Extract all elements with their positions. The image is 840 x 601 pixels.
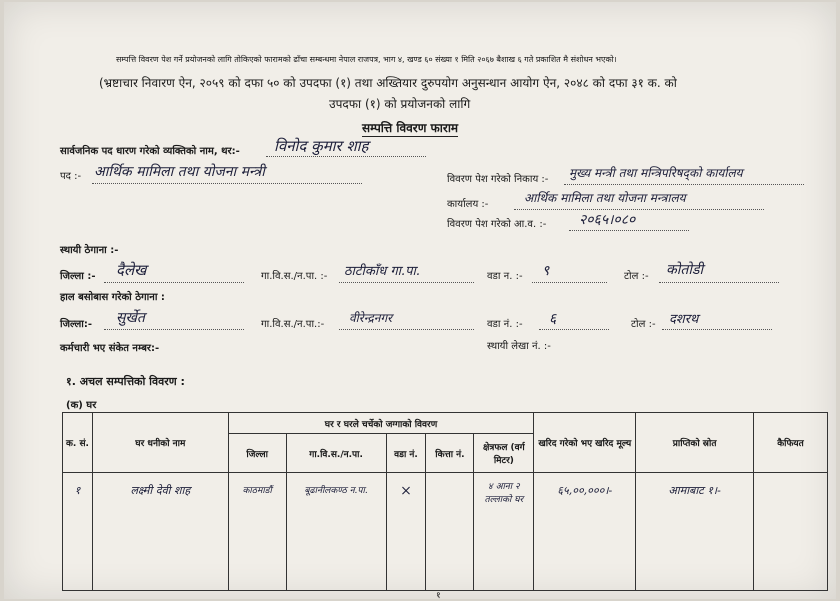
header-ward: वडा नं. bbox=[386, 434, 426, 473]
header-area: क्षेत्रफल (वर्ग मिटर) bbox=[474, 434, 534, 473]
permanent-account-label: स्थायी लेखा नं. :- bbox=[487, 341, 551, 352]
cell-vdc: बूढानीलकण्ठ न.पा. bbox=[286, 473, 386, 591]
curr-vdc-underline bbox=[339, 329, 474, 330]
cell-kitta bbox=[426, 473, 474, 591]
office-underline bbox=[514, 209, 764, 210]
perm-tole-underline bbox=[659, 282, 779, 283]
curr-vdc-value: वीरेन्द्रनगर bbox=[349, 311, 393, 325]
fiscal-year-label: विवरण पेश गरेको आ.व. :- bbox=[447, 219, 547, 230]
cell-owner: लक्ष्मी देवी शाह bbox=[92, 473, 228, 591]
staff-number-label: कर्मचारी भए संकेत नम्बर:- bbox=[60, 343, 160, 354]
perm-district-value: दैलेख bbox=[116, 261, 147, 279]
page-number: १ bbox=[436, 591, 441, 601]
header-group: घर र घरले चर्चेको जग्गाको विवरण bbox=[228, 413, 534, 434]
cell-price: ६५,००,०००।- bbox=[534, 473, 636, 591]
gazette-note: सम्पत्ति विवरण पेश गर्ने प्रयोजनको लागि तोकिएको फारामको ढाँचा सम्बन्धमा नेपाल राजपत्र, भाग ४, खण्ड ६० संख्या १ मिति २०६७ बैशाख ६ गते प्रकाशित मै संशोधन भएको। bbox=[116, 55, 617, 64]
curr-vdc-label: गा.वि.स./न.पा.:- bbox=[261, 319, 325, 330]
office-submitted-value: मुख्य मन्त्री तथा मन्त्रिपरिषद्को कार्यालय bbox=[569, 166, 743, 180]
act-reference-cont: उपदफा (१) को प्रयोजनको लागि bbox=[329, 97, 471, 111]
fiscal-year-underline bbox=[569, 230, 689, 231]
perm-ward-value: ९ bbox=[542, 263, 550, 279]
section-subtitle: (क) घर bbox=[66, 400, 97, 411]
table-header-row bbox=[63, 413, 828, 434]
perm-tole-value: कोतोडी bbox=[666, 262, 704, 278]
name-underline bbox=[266, 156, 426, 157]
header-source: प्राप्तिको स्रोत bbox=[636, 413, 754, 473]
perm-ward-underline bbox=[532, 282, 607, 283]
perm-vdc-value: ठाटीकाँध गा.पा. bbox=[344, 264, 421, 279]
curr-ward-underline bbox=[539, 329, 609, 330]
table-row bbox=[63, 473, 828, 591]
section-title: १. अचल सम्पत्तिको विवरण : bbox=[66, 375, 185, 388]
house-asset-table bbox=[62, 412, 828, 591]
header-district: जिल्ला bbox=[228, 434, 286, 473]
perm-vdc-label: गा.वि.स./न.पा. :- bbox=[261, 271, 328, 282]
perm-vdc-underline bbox=[339, 282, 474, 283]
cell-remarks bbox=[754, 473, 828, 591]
header-sn: क. सं. bbox=[63, 413, 93, 473]
office-value: आर्थिक मामिला तथा योजना मन्त्रालय bbox=[524, 191, 686, 205]
header-vdc: गा.वि.स./न.पा. bbox=[286, 434, 386, 473]
name-label: सार्वजनिक पद धारण गरेको व्यक्तिको नाम, थर:- bbox=[60, 146, 240, 157]
post-value: आर्थिक मामिला तथा योजना मन्त्री bbox=[94, 164, 265, 180]
post-underline bbox=[92, 183, 362, 184]
header-price: खरिद गरेको भए खरिद मूल्य bbox=[534, 413, 636, 473]
cell-district: काठमाडौं bbox=[228, 473, 286, 591]
perm-district-underline bbox=[104, 282, 244, 283]
perm-tole-label: टोल :- bbox=[624, 271, 649, 282]
office-submitted-label: विवरण पेश गरेको निकाय :- bbox=[447, 174, 549, 185]
post-label: पद :- bbox=[60, 171, 82, 182]
curr-ward-value: ६ bbox=[549, 311, 557, 327]
cell-source: आमाबाट १।- bbox=[636, 473, 754, 591]
cell-ward: × bbox=[386, 473, 426, 591]
curr-tole-underline bbox=[662, 329, 772, 330]
permanent-address-label: स्थायी ठेगाना :- bbox=[60, 245, 119, 256]
header-owner: घर धनीको नाम bbox=[92, 413, 228, 473]
cell-sn: १ bbox=[63, 473, 93, 591]
header-remarks: कैफियत bbox=[754, 413, 828, 473]
perm-district-label: जिल्ला :- bbox=[60, 271, 96, 282]
cell-area: ४ आना २ तल्लाको घर bbox=[474, 473, 534, 591]
curr-tole-value: दशरथ bbox=[669, 312, 699, 327]
header-kitta: कित्ता नं. bbox=[426, 434, 474, 473]
office-label: कार्यालय :- bbox=[447, 199, 489, 210]
curr-ward-label: वडा नं. :- bbox=[487, 319, 523, 330]
office-submitted-underline bbox=[564, 184, 804, 185]
curr-tole-label: टोल :- bbox=[631, 319, 656, 330]
form-title: सम्पत्ति विवरण फाराम bbox=[362, 121, 459, 135]
document-page bbox=[4, 2, 836, 599]
curr-district-underline bbox=[104, 329, 244, 330]
name-value: विनोद कुमार शाह bbox=[274, 137, 369, 155]
curr-district-label: जिल्ला:- bbox=[60, 319, 93, 330]
current-address-label: हाल बसोबास गरेको ठेगाना : bbox=[60, 292, 165, 303]
curr-district-value: सुर्खेत bbox=[116, 310, 145, 326]
fiscal-year-value: २०६५।०८० bbox=[579, 212, 636, 228]
perm-ward-label: वडा न. :- bbox=[487, 271, 523, 282]
act-reference: (भ्रष्टाचार निवारण ऐन, २०५९ को दफा ५० को उपदफा (१) तथा अख्तियार दुरुपयोग अनुसन्धान आयोग ऐन, २०४८ को दफा ३१ क. को bbox=[99, 76, 677, 90]
